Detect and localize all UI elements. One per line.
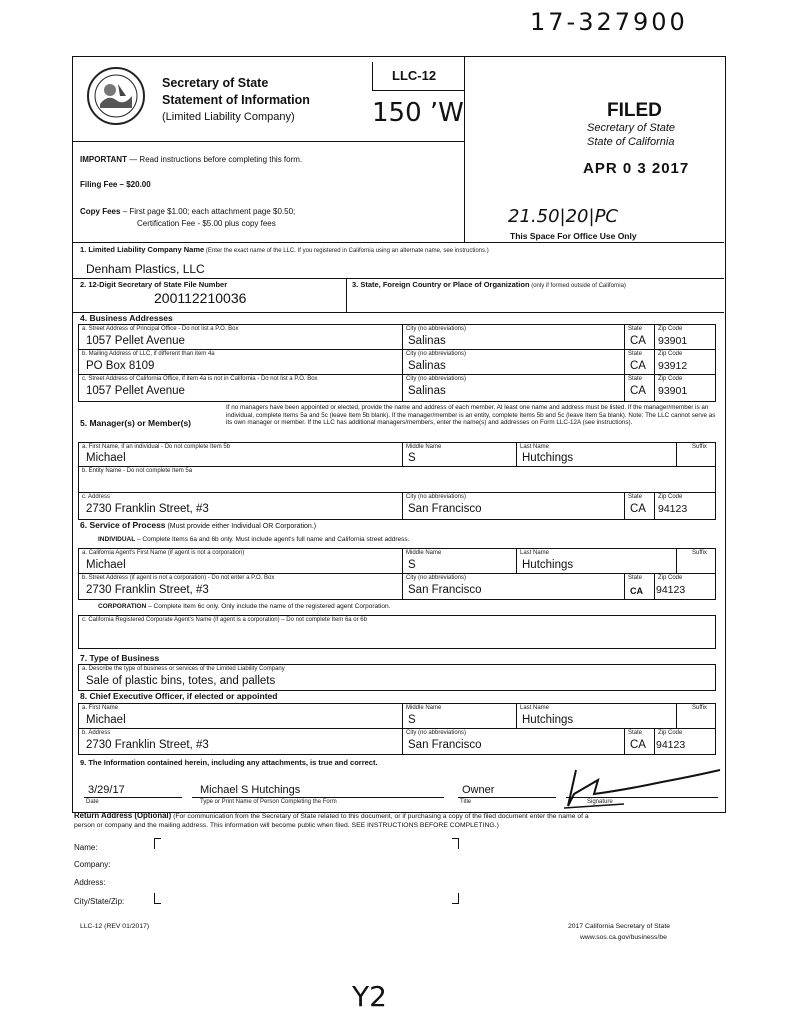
s6-corporation [98,603,390,610]
s4a-street: 1057 Pellet Avenue [86,335,185,347]
s4a-city: Salinas [408,335,446,347]
s6-middle: S [408,559,416,571]
s4c-city-label: City (no abbreviations) [406,376,467,382]
s3-title: 3. State, Foreign Country or Place of Organization [352,280,530,289]
footer-url: www.sos.ca.gov/business/be [580,934,667,941]
divider [73,242,724,243]
s8-middle-label: Middle Name [406,705,442,711]
filed-stamp-line2: State of California [587,136,675,148]
s6-last: Hutchings [522,559,574,571]
s6-note: (Must provide either Individual OR Corporation.) [165,523,317,530]
s3-label [352,280,626,289]
signer-title: Owner [462,784,495,796]
s8-first: Michael [86,714,126,726]
s7a-label: a. Describe the type of business or services of the Limited Liability Company [82,666,285,672]
s2-label: 2. 12-Digit Secretary of State File Number [80,280,228,289]
divider [654,728,655,754]
s8-last-label: Last Name [520,705,550,711]
return-address-note-2: person or company and the mailing address. This information will become public when filed. SEE INSTRUCTIONS BEFORE COMPLETING.) [74,822,499,829]
name-line [192,797,444,798]
s4b-state: CA [630,360,646,372]
return-bracket-bottom-right [452,893,459,904]
s4b-zip: 93912 [658,360,688,372]
s5-note: If no managers have been appointed or elected, provide the name and address of each member. At least one name and address must be listed. If the manager/member is an individual, complete Items 5a and 5c (leave Item 5b blank). If the manager/member is an entity, complete Items 5b and 5c (leave Item 5a blank). Note: The LLC cannot serve as its own manager or member. If the LLC has additional managers/members, enter the name(s) and addresses on Form LLC-12A (see instructions). [226,404,716,426]
return-company-label: Company: [74,860,111,869]
s4c-street: 1057 Pellet Avenue [86,385,185,397]
s4a-city-label: City (no abbreviations) [406,326,467,332]
s5-city-label: City (no abbreviations) [406,494,467,500]
s5c-label: c. Address [82,494,111,500]
s6-zip-label: Zip Code [658,575,683,581]
title-label: Title [460,799,472,805]
divider [78,349,715,350]
s4-label: 4. Business Addresses [80,313,173,323]
s6-first: Michael [86,559,126,571]
return-bracket-top-left [154,838,161,849]
s6-city-label: City (no abbreviations) [406,575,467,581]
s6-individual-note: – Complete Items 6a and 6b only. Must include agent's full name and California street address. [135,536,410,543]
s6-suffix-label: Suffix [692,550,707,556]
s8a-label: a. First Name [82,705,119,711]
signer-name: Michael S Hutchings [200,784,301,796]
s6-city: San Francisco [408,584,482,596]
s4b-city-label: City (no abbreviations) [406,351,467,357]
s7-label: 7. Type of Business [80,653,160,663]
s6-individual [98,536,409,543]
s5-last: Hutchings [522,452,574,464]
s4b-city: Salinas [408,360,446,372]
signature-label: Signature [587,799,613,805]
return-bracket-top-right [452,838,459,849]
s3-note: (only if formed outside of California) [529,283,626,289]
divider [624,728,625,754]
s6-header [80,520,316,530]
s4c-label: c. Street Address of California Office, if item 4a is not in California - Do not list a P.O. Box [82,376,318,382]
copy-fees-label: Copy Fees [80,207,121,216]
s4a-state: CA [630,335,646,347]
divider [654,492,655,519]
s1-note: (Enter the exact name of the LLC. If you registered in California using an alternate name, see instructions.) [204,248,489,254]
copy-fees [80,207,295,216]
s8-zip: 94123 [656,739,686,751]
s5-first: Michael [86,452,126,464]
s8-suffix-label: Suffix [692,705,707,711]
return-city-label: City/State/Zip: [74,897,125,906]
title-line [458,797,556,798]
s9-label: 9. The Information contained herein, including any attachments, is true and correct. [80,758,378,767]
llc-name: Denham Plastics, LLC [86,262,205,276]
divider [516,703,517,728]
s5-label: 5. Manager(s) or Member(s) [80,418,191,428]
divider [516,442,517,466]
s6-last-label: Last Name [520,550,550,556]
s6-label: 6. Service of Process [80,520,166,530]
s4c-zip: 93901 [658,385,688,397]
s8-street: 2730 Franklin Street, #3 [86,739,209,751]
divider [402,324,403,401]
s4a-label: a. Street Address of Principal Office - Do not list a P.O. Box [82,326,239,332]
divider [676,442,677,466]
important-note [80,155,302,164]
s8-state: CA [630,739,646,751]
return-address-note [74,811,589,820]
s4c-city: Salinas [408,385,446,397]
copy-fees-line1: – First page $1.00; each attachment page $0.50; [120,207,296,216]
signature-image [564,764,724,810]
important-label: IMPORTANT [80,155,127,164]
divider [78,573,715,574]
header-right-divider [464,57,465,242]
s6a-label: a. California Agent's First Name (if agent is not a corporation) [82,550,245,556]
s5-street: 2730 Franklin Street, #3 [86,503,209,515]
return-address-label-2: Address: [74,878,106,887]
document-number: 17-327900 [530,8,688,36]
divider [676,548,677,573]
return-address-note-1: (For communication from the Secretary of State related to this document, or if purchasing a copy of the filed document enter the name of a [171,813,589,820]
divider [654,324,655,401]
important-text: — Read instructions before completing this form. [126,155,303,164]
s8-label: 8. Chief Executive Officer, if elected or appointed [80,691,278,701]
state-seal [86,66,146,126]
s4c-state-label: State [628,376,643,382]
s4a-state-label: State [628,326,643,332]
s5-suffix-label: Suffix [692,444,707,450]
return-bracket-bottom-left [154,893,161,904]
office-use-label: This Space For Office Use Only [510,231,637,241]
filed-stamp-title: FILED [607,100,662,121]
divider [654,573,655,599]
business-type: Sale of plastic bins, totes, and pallets [86,675,276,687]
s5-middle-label: Middle Name [406,444,442,450]
s4b-street: PO Box 8109 [86,360,155,372]
signed-date: 3/29/17 [88,784,125,796]
divider [78,466,715,467]
divider [516,548,517,573]
divider [78,728,715,729]
divider [73,278,724,279]
divider [676,703,677,728]
s5-zip: 94123 [658,503,688,515]
divider [624,324,625,401]
divider [624,492,625,519]
handwritten-150: 150 ʼW [372,98,464,128]
return-name-label: Name: [74,843,98,852]
divider [402,703,403,754]
s4c-zip-label: Zip Code [658,376,683,382]
s5-city: San Francisco [408,503,482,515]
divider [78,374,715,375]
form-id: LLC-12 [392,68,437,83]
s5b-label: b. Entity Name - Do not complete Item 5a [82,468,193,474]
filed-stamp-line1: Secretary of State [587,122,676,134]
s6b-label: b. Street Address (if agent is not a corporation) - Do not enter a P.O. Box [82,575,275,581]
s8-last: Hutchings [522,714,574,726]
s4a-zip-label: Zip Code [658,326,683,332]
footer-form-rev: LLC-12 (REV 01/2017) [80,923,150,930]
s8-middle: S [408,714,416,726]
name-label: Type or Print Name of Person Completing the Form [200,799,337,805]
s8-city-label: City (no abbreviations) [406,730,467,736]
header-subtitle: Statement of Information [162,93,310,107]
s5-zip-label: Zip Code [658,494,683,500]
s5-last-label: Last Name [520,444,550,450]
s6-state: CA [630,586,643,596]
s8-city: San Francisco [408,739,482,751]
divider [402,548,403,599]
divider [78,492,715,493]
header-divider [73,141,464,142]
s4b-label: b. Mailing Address of LLC, if different than item 4a [82,351,215,357]
divider [402,442,403,466]
s5-state: CA [630,503,646,515]
s6-middle-label: Middle Name [406,550,442,556]
s4b-zip-label: Zip Code [658,351,683,357]
filing-fee: Filing Fee – $20.00 [80,180,151,189]
date-line [84,797,182,798]
s6-corporation-note: – Complete Item 6c only. Only include the name of the registered agent Corporation. [146,603,391,610]
date-label: Date [86,799,99,805]
s5a-label: a. First Name, if an individual - Do not complete Item 5b [82,444,231,450]
header-subtitle-2: (Limited Liability Company) [162,111,295,123]
divider [624,573,625,599]
divider [346,278,347,312]
s8-zip-label: Zip Code [658,730,683,736]
s6-zip: 94123 [656,584,686,596]
s6-corporation-label: CORPORATION [98,603,147,610]
s8b-label: b. Address [82,730,111,736]
s5-middle: S [408,452,416,464]
s4c-state: CA [630,385,646,397]
s6-street: 2730 Franklin Street, #3 [86,584,209,596]
header-title: Secretary of State [162,76,269,90]
s4b-state-label: State [628,351,643,357]
s5-state-label: State [628,494,643,500]
s4a-zip: 93901 [658,335,688,347]
s6-individual-label: INDIVIDUAL [98,536,136,543]
s1-label [80,245,489,254]
filed-stamp-date: APR 0 3 2017 [583,160,690,177]
divider [402,492,403,519]
copy-fees-line2: Certification Fee - $5.00 plus copy fees [137,219,276,228]
s8-state-label: State [628,730,643,736]
handwritten-page-mark: Y2 [352,980,387,1013]
s6c-label: c. California Registered Corporate Agent's Name (if agent is a corporation) – Do not complete Item 6a or 6b [82,617,367,623]
footer-copyright: 2017 California Secretary of State [568,923,671,930]
file-number: 200112210036 [154,290,247,306]
return-address-label: Return Address (Optional) [74,811,172,820]
s6-state-label: State [628,575,643,581]
s1-title: 1. Limited Liability Company Name [80,245,205,254]
handwritten-fee: 21.50|20|PC [508,206,618,227]
